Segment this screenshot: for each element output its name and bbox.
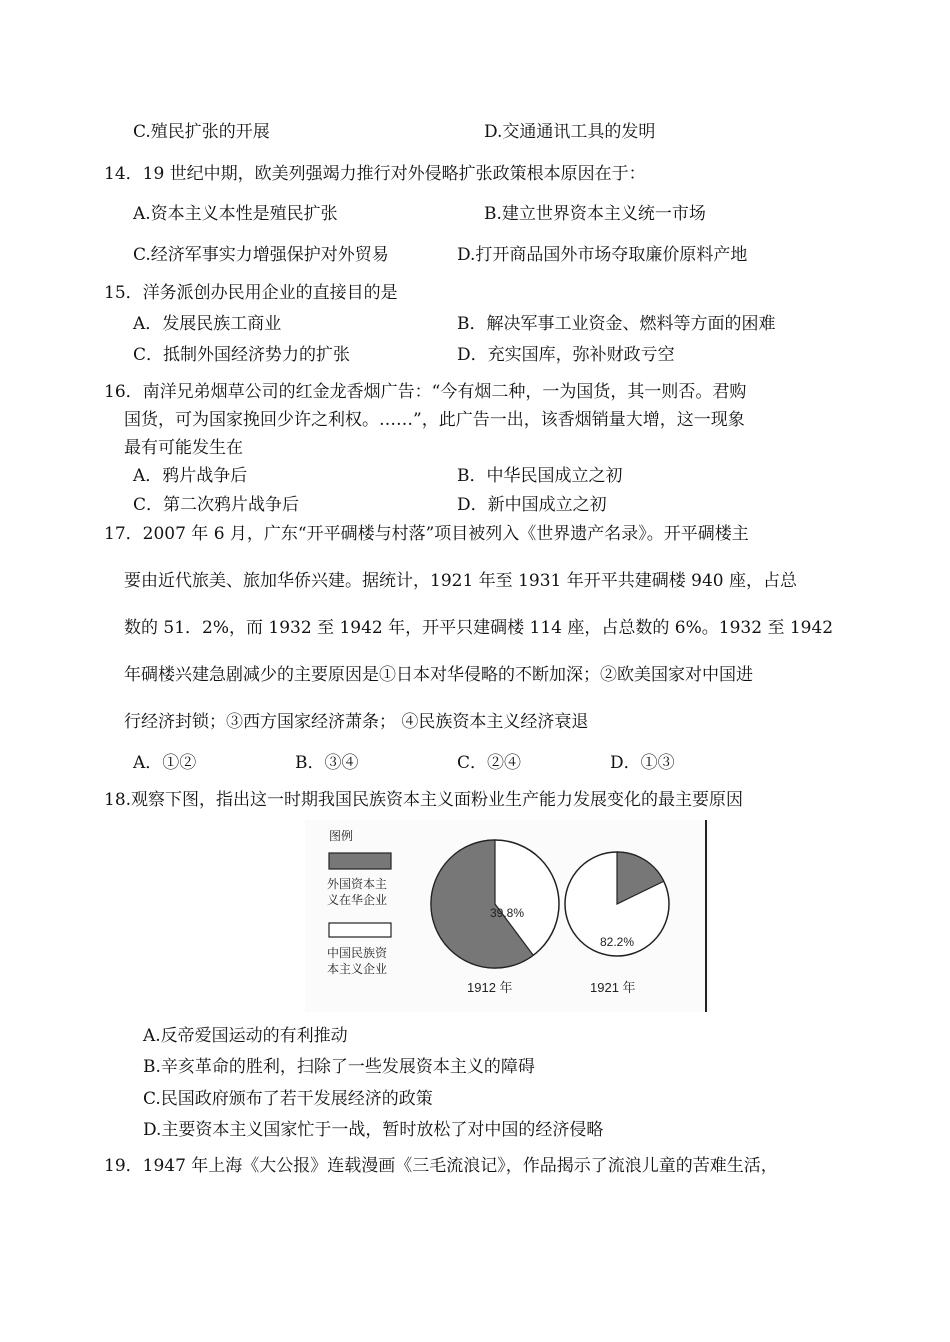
- pie-1921-year-label: 1921 年: [590, 980, 636, 995]
- q14-option-b: B.建立世界资本主义统一市场: [484, 204, 706, 224]
- q15-option-b: B．解决军事工业资金、燃料等方面的困难: [457, 314, 776, 334]
- q14-option-d: D.打开商品国外市场夺取廉价原料产地: [457, 245, 748, 265]
- q17-stem-line3: 数的 51．2%，而 1932 至 1942 年，开平只建碉楼 114 座，占总数的 6%。1932 至 1942: [124, 618, 834, 638]
- q17-option-a: A．①②: [133, 753, 197, 773]
- q19-stem-line1: 19．1947 年上海《大公报》连载漫画《三毛流浪记》，作品揭示了流浪儿童的苦难生活，: [104, 1156, 778, 1176]
- legend-title: 图例: [329, 829, 354, 843]
- pie-chart-svg: [305, 820, 710, 1012]
- q18-option-a: A.反帝爱国运动的有利推动: [143, 1026, 348, 1046]
- legend-swatch-domestic: [329, 923, 391, 937]
- pie-1912-year-label: 1912 年: [467, 980, 513, 995]
- q13-option-d: D.交通通讯工具的发明: [484, 122, 656, 142]
- q17-stem-line4: 年碉楼兴建急剧减少的主要原因是①日本对华侵略的不断加深；②欧美国家对中国进: [124, 665, 753, 685]
- q16-stem-line1: 16．南洋兄弟烟草公司的红金龙香烟广告：“今有烟二种，一为国货，其一则否。君购: [104, 382, 747, 402]
- q14-option-a: A.资本主义本性是殖民扩张: [133, 204, 338, 224]
- q15-stem: 15．洋务派创办民用企业的直接目的是: [104, 283, 398, 303]
- q16-option-b: B．中华民国成立之初: [457, 466, 623, 486]
- q16-stem-line3: 最有可能发生在: [124, 438, 243, 458]
- q18-option-c: C.民国政府颁布了若干发展经济的政策: [143, 1089, 433, 1109]
- q16-option-d: D．新中国成立之初: [457, 495, 607, 515]
- legend-swatch-foreign: [329, 853, 391, 869]
- q17-option-d: D．①③: [610, 753, 675, 773]
- q13-option-c: C.殖民扩张的开展: [133, 122, 270, 142]
- pie-1921-value-label: 82.2%: [600, 935, 635, 949]
- q15-option-d: D．充实国库，弥补财政亏空: [457, 345, 675, 365]
- q16-option-c: C．第二次鸦片战争后: [133, 495, 300, 515]
- legend-domestic-label-line2: 本主义企业: [327, 962, 388, 976]
- legend-foreign-label-line2: 义在华企业: [327, 893, 388, 907]
- pie-chart-figure: [305, 820, 710, 1012]
- q14-stem: 14．19 世纪中期，欧美列强竭力推行对外侵略扩张政策根本原因在于：: [104, 164, 646, 184]
- q15-option-c: C．抵制外国经济势力的扩张: [133, 345, 351, 365]
- q17-option-b: B．③④: [295, 753, 359, 773]
- q18-stem: 18.观察下图，指出这一时期我国民族资本主义面粉业生产能力发展变化的最主要原因: [104, 790, 744, 810]
- q17-stem-line5: 行经济封锁；③西方国家经济萧条； ④民族资本主义经济衰退: [124, 712, 589, 732]
- q18-option-d: D.主要资本主义国家忙于一战，暂时放松了对中国的经济侵略: [143, 1120, 604, 1140]
- legend-domestic-label-line1: 中国民族资: [327, 946, 388, 960]
- q14-option-c: C.经济军事实力增强保护对外贸易: [133, 245, 389, 265]
- q15-option-a: A．发展民族工商业: [133, 314, 282, 334]
- q16-stem-line2: 国货，可为国家挽回少许之利权。……”，此广告一出，该香烟销量大增，这一现象: [124, 410, 745, 430]
- q16-option-a: A．鸦片战争后: [133, 466, 248, 486]
- legend-foreign-label-line1: 外国资本主: [327, 877, 388, 891]
- q18-option-b: B.辛亥革命的胜利，扫除了一些发展资本主义的障碍: [143, 1057, 535, 1077]
- q17-option-c: C．②④: [457, 753, 522, 773]
- q17-stem-line2: 要由近代旅美、旅加华侨兴建。据统计，1921 年至 1931 年开平共建碉楼 940 座，占总: [124, 571, 797, 591]
- pie-1912-value-label: 39.8%: [490, 906, 525, 920]
- q17-stem-line1: 17．2007 年 6 月，广东“开平碉楼与村落”项目被列入《世界遗产名录》。开平碉楼主: [104, 524, 749, 544]
